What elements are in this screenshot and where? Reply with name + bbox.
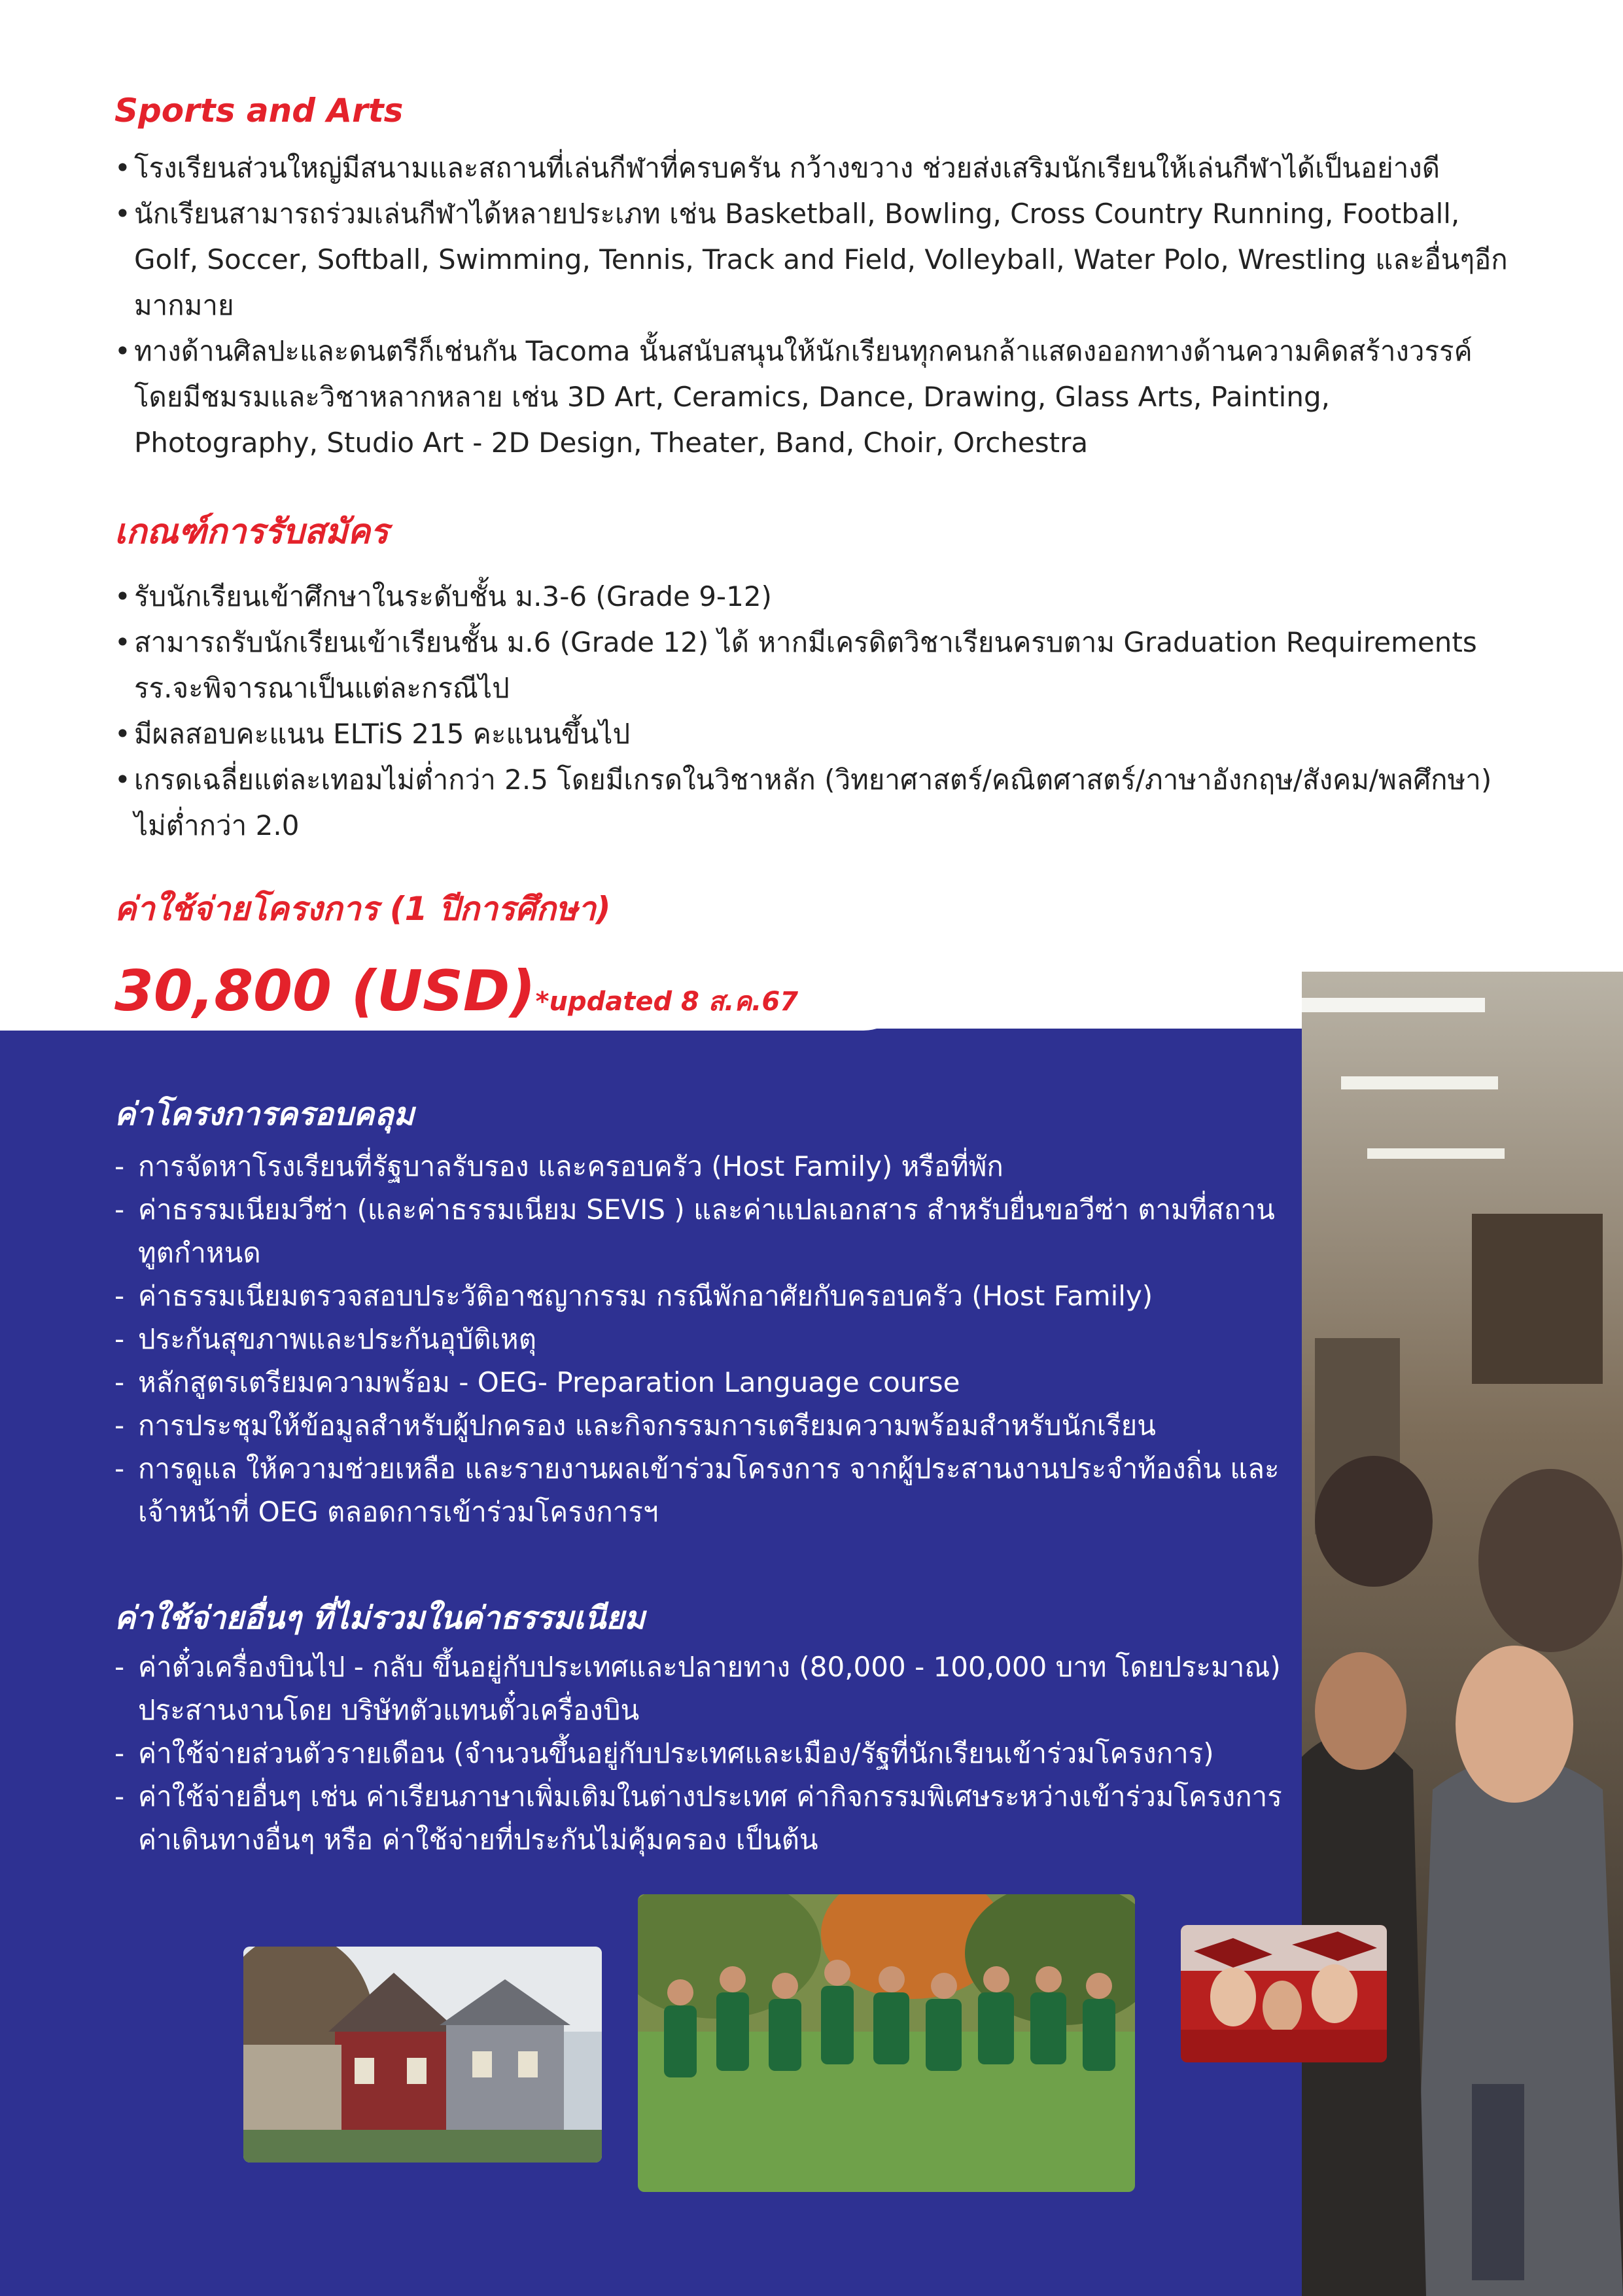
price-value: 30,800 (USD) [114,959,536,1024]
excluded-list [114,1646,1292,1862]
list-item: • นักเรียนสามารถร่วมเล่นกีฬาได้หลายประเภท เช่น Basketball, Bowling, Cross Country Running, Football, Golf, Soccer, Softball, Swimming, Tennis, Track and Field, Volleyball, Water Polo, Wrestling และอื่นๆอีกมากมาย [114,191,1514,328]
list-item: - ประกันสุขภาพและประกันอุบัติเหตุ [114,1318,1292,1361]
criteria-title: เกณฑ์การรับสมัคร [114,512,389,552]
excluded-title: ค่าใช้จ่ายอื่นๆ ที่ไม่รวมในค่าธรรมเนียม [114,1600,646,1636]
students-jumping-photo [638,1894,1135,2192]
cost-title: ค่าใช้จ่ายโครงการ (1 ปีการศึกษา) [114,890,611,928]
list-item: - การจัดหาโรงเรียนที่รัฐบาลรับรอง และครอบครัว (Host Family) หรือที่พัก [114,1145,1292,1188]
list-item: - ค่าใช้จ่ายส่วนตัวรายเดือน (จำนวนขึ้นอยู่กับประเทศและเมือง/รัฐที่นักเรียนเข้าร่วมโครงการ) [114,1732,1292,1775]
list-item: - การประชุมให้ข้อมูลสำหรับผู้ปกครอง และกิจกรรมการเตรียมความพร้อมสำหรับนักเรียน [114,1404,1292,1447]
list-item: - ค่าธรรมเนียมตรวจสอบประวัติอาชญากรรม กรณีพักอาศัยกับครอบครัว (Host Family) [114,1275,1292,1318]
hallway-photo [1302,972,1623,2296]
covered-title: ค่าโครงการครอบคลุม [114,1096,415,1133]
list-item: - ค่าธรรมเนียมวีซ่า (และค่าธรรมเนียม SEVIS ) และค่าแปลเอกสาร สำหรับยื่นขอวีซ่า ตามที่สถานทูตกำหนด [114,1188,1292,1275]
price-update-note: *updated 8 ส.ค.67 [535,987,799,1017]
list-item: • โรงเรียนส่วนใหญ่มีสนามและสถานที่เล่นกีฬาที่ครบครัน กว้างขวาง ช่วยส่งเสริมนักเรียนให้เล่นกีฬาได้เป็นอย่างดี [114,145,1514,191]
list-item: • มีผลสอบคะแนน ELTiS 215 คะแนนขึ้นไป [114,711,1514,757]
list-item: - ค่าใช้จ่ายอื่นๆ เช่น ค่าเรียนภาษาเพิ่มเติมในต่างประเทศ ค่ากิจกรรมพิเศษระหว่างเข้าร่วมโครงการ ค่าเดินทางอื่นๆ หรือ ค่าใช้จ่ายที่ประกันไม่คุ้มครอง เป็นต้น [114,1775,1292,1862]
covered-list [114,1145,1292,1534]
list-item: • เกรดเฉลี่ยแต่ละเทอมไม่ต่ำกว่า 2.5 โดยมีเกรดในวิชาหลัก (วิทยาศาสตร์/คณิตศาสตร์/ภาษาอังกฤษ/สังคม/พลศึกษา) ไม่ต่ำกว่า 2.0 [114,757,1514,849]
graduation-photo [1181,1925,1387,2062]
price-heading [114,952,798,1041]
list-item: • สามารถรับนักเรียนเข้าเรียนชั้น ม.6 (Grade 12) ได้ หากมีเครดิตวิชาเรียนครบตาม Graduation Requirements รร.จะพิจารณาเป็นแต่ละกรณีไป [114,620,1514,711]
houses-photo [243,1947,602,2163]
list-item: • รับนักเรียนเข้าศึกษาในระดับชั้น ม.3-6 (Grade 9-12) [114,574,1514,620]
criteria-list [114,574,1514,849]
sports-title: Sports and Arts [114,92,404,130]
list-item: - การดูแล ให้ความช่วยเหลือ และรายงานผลเข้าร่วมโครงการ จากผู้ประสานงานประจำท้องถิ่น และเจ้าหน้าที่ OEG ตลอดการเข้าร่วมโครงการฯ [114,1447,1292,1534]
list-item: - หลักสูตรเตรียมความพร้อม - OEG- Preparation Language course [114,1361,1292,1404]
sports-list [114,145,1514,466]
list-item: - ค่าตั๋วเครื่องบินไป - กลับ ขึ้นอยู่กับประเทศและปลายทาง (80,000 - 100,000 บาท โดยประมาณ) ประสานงานโดย บริษัทตัวแทนตั๋วเครื่องบิน [114,1646,1292,1732]
list-item: • ทางด้านศิลปะและดนตรีก็เช่นกัน Tacoma นั้นสนับสนุนให้นักเรียนทุกคนกล้าแสดงออกทางด้านความคิดสร้างวรรค์ โดยมีชมรมและวิชาหลากหลาย เช่น 3D Art, Ceramics, Dance, Drawing, Glass Arts, Painting, Photography, Studio Art - 2D Design, Theater, Band, Choir, Orchestra [114,328,1514,466]
